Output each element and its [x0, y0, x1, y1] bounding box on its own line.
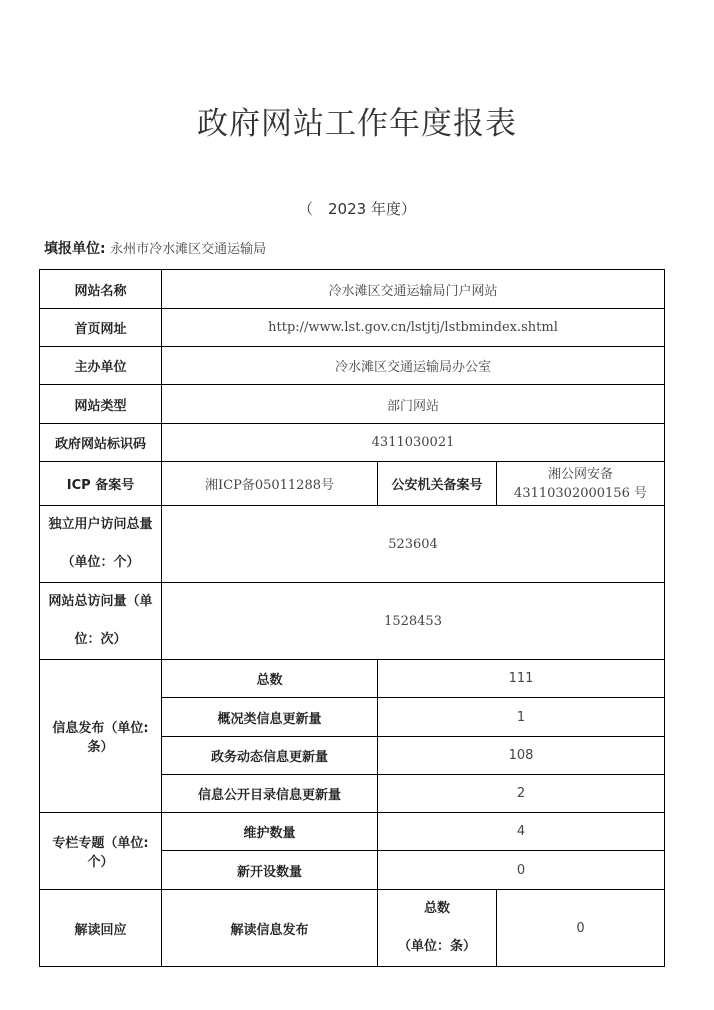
- info-catalog-value: 2: [378, 775, 665, 813]
- interpretation-total-label: [378, 890, 497, 967]
- page-title: 政府网站工作年度报表: [197, 106, 517, 142]
- table-row: [40, 309, 665, 347]
- table-row: [40, 660, 665, 698]
- police-record-label: 公安机关备案号: [378, 462, 497, 506]
- sponsor-label: 主办单位: [40, 347, 162, 385]
- info-news-label: 政务动态信息更新量: [162, 737, 378, 775]
- column-maint-label: 维护数量: [162, 813, 378, 851]
- column-maint-value: 4: [378, 813, 665, 851]
- site-name-label: 网站名称: [40, 270, 162, 309]
- table-row: [40, 270, 665, 309]
- info-news-value: 108: [378, 737, 665, 775]
- info-total-label: 总数: [162, 660, 378, 698]
- info-overview-label: 概况类信息更新量: [162, 698, 378, 737]
- unique-visitors-label-line2: （单位：个）: [61, 555, 140, 570]
- police-record-line1: 湘公网安备: [548, 466, 614, 482]
- info-overview-value: 1: [378, 698, 665, 737]
- page-views-label-line1: 网站总访问量（单: [48, 594, 153, 609]
- table-row: [40, 890, 665, 967]
- page-views-label-line2: 位：次）: [74, 632, 127, 647]
- site-name-value: 冷水滩区交通运输局门户网站: [162, 270, 665, 309]
- unique-visitors-label: [40, 506, 162, 583]
- interpretation-total-label-line2: （单位：条）: [397, 939, 476, 954]
- police-record-line2: 43110302000156 号: [514, 485, 647, 501]
- table-row: [40, 424, 665, 462]
- report-table: [39, 269, 665, 967]
- info-publish-label: 信息发布（单位:条）: [40, 660, 162, 813]
- table-row: [40, 506, 665, 583]
- police-record-value: [497, 462, 665, 506]
- page-views-value: 1528453: [162, 583, 665, 660]
- info-total-value: 111: [378, 660, 665, 698]
- page-views-label: [40, 583, 162, 660]
- site-id-value: 4311030021: [162, 424, 665, 462]
- icp-label: ICP 备案号: [40, 462, 162, 506]
- table-row: [40, 583, 665, 660]
- column-new-label: 新开设数量: [162, 851, 378, 890]
- interpretation-publish-label: 解读信息发布: [162, 890, 378, 967]
- info-catalog-label: 信息公开目录信息更新量: [162, 775, 378, 813]
- interpretation-label: 解读回应: [40, 890, 162, 967]
- column-new-value: 0: [378, 851, 665, 890]
- site-type-value: 部门网站: [162, 385, 665, 424]
- homepage-value: http://www.lst.gov.cn/lstjtj/lstbmindex.shtml: [162, 309, 665, 347]
- table-row: [40, 347, 665, 385]
- report-year: （ 2023 年度）: [298, 200, 416, 218]
- unique-visitors-label-line1: 独立用户访问总量: [48, 517, 153, 532]
- site-id-label: 政府网站标识码: [40, 424, 162, 462]
- homepage-label: 首页网址: [40, 309, 162, 347]
- interpretation-total-label-line1: 总数: [423, 901, 450, 916]
- table-row: [40, 813, 665, 851]
- column-topic-label: 专栏专题（单位:个）: [40, 813, 162, 890]
- filler-value: 永州市冷水滩区交通运输局: [110, 242, 267, 257]
- unique-visitors-value: 523604: [162, 506, 665, 583]
- filler-unit: [44, 238, 266, 258]
- icp-value: 湘ICP备05011288号: [162, 462, 378, 506]
- table-row: [40, 385, 665, 424]
- interpretation-total-value: 0: [497, 890, 665, 967]
- site-type-label: 网站类型: [40, 385, 162, 424]
- filler-label: 填报单位:: [44, 241, 106, 257]
- sponsor-value: 冷水滩区交通运输局办公室: [162, 347, 665, 385]
- table-row: [40, 462, 665, 506]
